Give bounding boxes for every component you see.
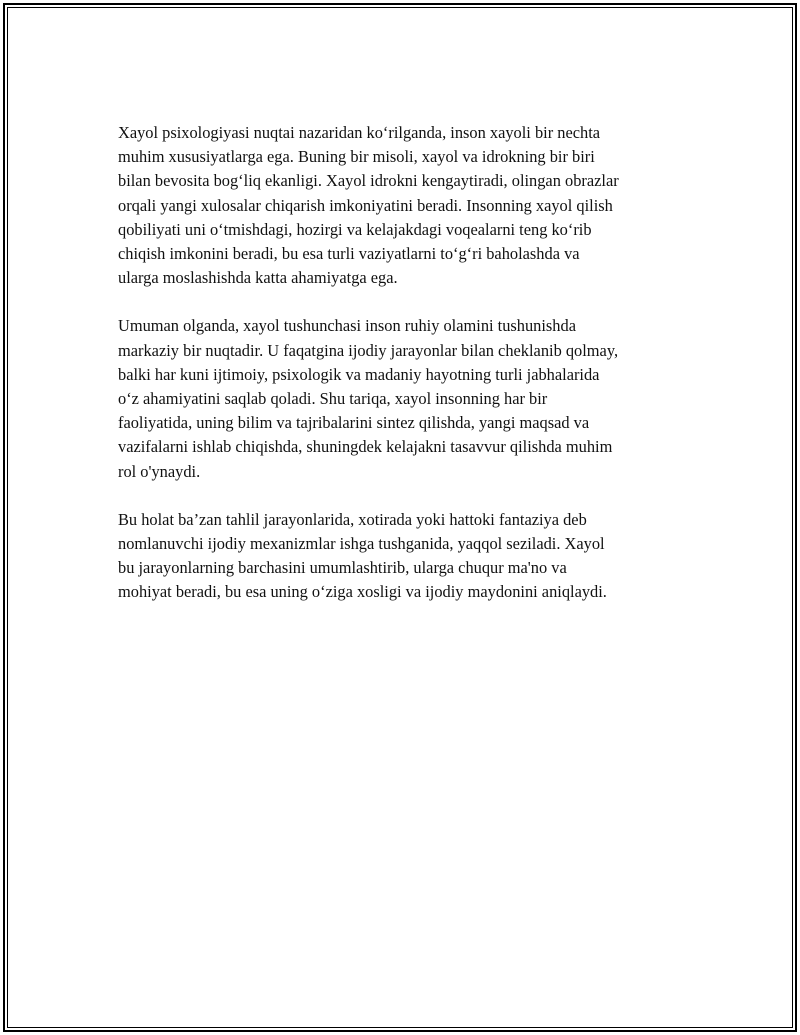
page-frame — [3, 3, 797, 1032]
paragraph-1: Xayol psixologiyasi nuqtai nazaridan ko‘rilganda, inson xayoli bir nechta muhim xususiyatlarga ega. Buning bir misoli, xayol va idrokning bir biri bilan bevosita bog‘liq ekanligi. Xayol idrokni kengaytiradi, olingan obrazlar orqali yangi xulosalar chiqarish imkoniyatini beradi. Insonning xayol qilish qobiliyati uni o‘tmishdagi, hozirgi va kelajakdagi voqealarni teng ko‘rib chiqish imkonini beradi, bu esa turli vaziyatlarni to‘g‘ri baholashda va ularga moslashishda katta ahamiyatga ega. — [118, 123, 619, 288]
paragraph-2: Umuman olganda, xayol tushunchasi inson ruhiy olamini tushunishda markaziy bir nuqtadir. U faqatgina ijodiy jarayonlar bilan cheklanib qolmay, balki har kuni ijtimoiy, psixologik va madaniy hayotning turli jabhalarida o‘z ahamiyatini saqlab qoladi. Shu tariqa, xayol insonning har bir faoliyatida, uning bilim va tajribalarini sintez qilishda, yangi maqsad va vazifalarni ishlab chiqishda, shuningdek kelajakni tasavvur qilishda muhim rol o'ynaydi. — [118, 316, 619, 481]
paragraph-3: Bu holat ba’zan tahlil jarayonlarida, xotirada yoki hattoki fantaziya deb nomlanuvchi ijodiy mexanizmlar ishga tushganida, yaqqol seziladi. Xayol bu jarayonlarning barchasini umumlashtirib, ularga chuqur ma'no va mohiyat beradi, bu esa uning o‘ziga xosligi va ijodiy maydonini aniqlaydi. — [118, 509, 607, 602]
document-body — [118, 121, 698, 629]
